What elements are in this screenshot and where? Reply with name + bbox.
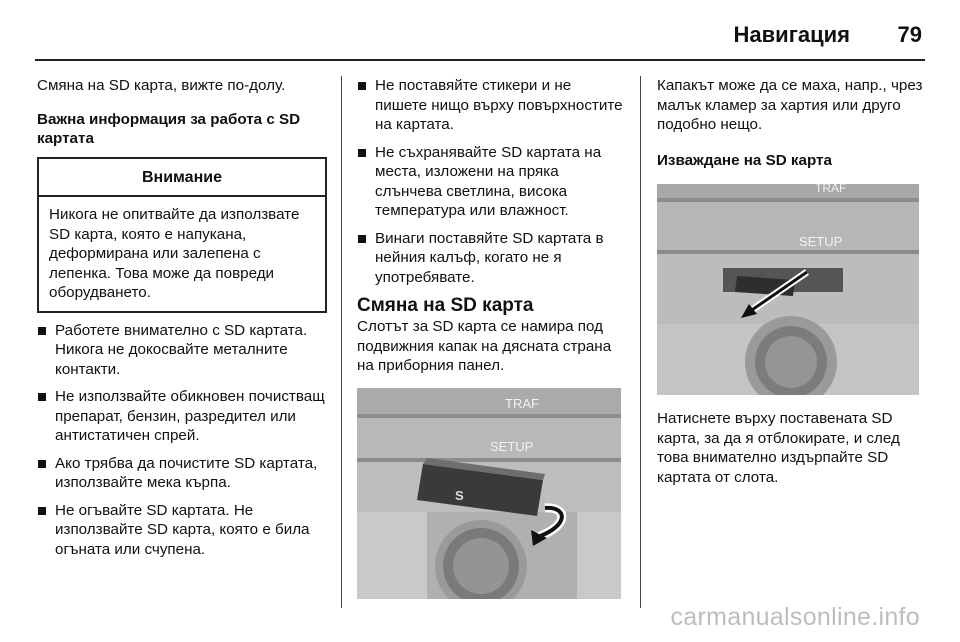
page-number: 79 xyxy=(897,22,922,47)
setup-label: SETUP xyxy=(799,234,843,249)
sd-remove-photo xyxy=(657,184,919,395)
column-2 xyxy=(357,76,627,599)
column-1 xyxy=(37,76,327,559)
list-item: Работете внимателно с SD картата. Никога не докосвайте металните контакти. xyxy=(37,321,327,380)
warning-text: Никога не опитвайте да използвате SD карта, която е напукана, деформирана или залепена с лепенка. Това може да повреди оборудването. xyxy=(49,206,300,301)
warning-box xyxy=(37,157,327,313)
setup-label: SETUP xyxy=(490,438,534,454)
list-item: Ако трябва да почистите SD картата, използвайте мека кърпа. xyxy=(37,454,327,493)
sd-slot-photo xyxy=(357,388,621,599)
list-item: Не поставяйте стикери и не пишете нищо върху повърхностите на картата. xyxy=(357,76,627,135)
section-heading: Смяна на SD карта xyxy=(357,295,534,316)
list-item: Не огъвайте SD картата. Не използвайте SD карта, която е била огъната или счупена. xyxy=(37,501,327,560)
column-3 xyxy=(657,76,925,487)
warning-title: Внимание xyxy=(39,159,325,198)
list-item: Не съхранявайте SD картата на места, изложени на пряка слънчева светлина, висока температура или влажност. xyxy=(357,143,627,221)
list-item: Винаги поставяйте SD картата в нейния калъф, когато не я употребявате. xyxy=(357,229,627,288)
section-heading: Изваждане на SD карта xyxy=(657,151,832,169)
svg-text:S: S xyxy=(455,487,464,503)
watermark: carmanualsonline.info xyxy=(670,603,920,631)
intro-text: Капакът може да се маха, напр., чрез малък кламер за хартия или друго подобно нещо. xyxy=(657,77,923,133)
column-divider xyxy=(341,76,342,608)
bullet-list xyxy=(357,76,627,287)
traf-label: TRAF xyxy=(815,184,847,195)
body-text: Натиснете върху поставената SD карта, за да я отблокирате, и след това внимателно издърпайте SD картата от слота. xyxy=(657,410,900,486)
list-item: Не използвайте обикновен почистващ препарат, бензин, разредител или антистатичен спрей. xyxy=(37,387,327,446)
bullet-list xyxy=(37,321,327,560)
body-text: Слотът за SD карта се намира под подвижния капак на дясната страна на приборния панел. xyxy=(357,318,612,374)
page-title: Навигация xyxy=(733,22,850,47)
header-rule xyxy=(35,59,925,61)
column-divider xyxy=(640,76,641,608)
traf-label: TRAF xyxy=(505,395,539,411)
section-heading: Важна информация за работа с SD картата xyxy=(37,110,301,147)
intro-text: Смяна на SD карта, вижте по-долу. xyxy=(37,77,286,94)
